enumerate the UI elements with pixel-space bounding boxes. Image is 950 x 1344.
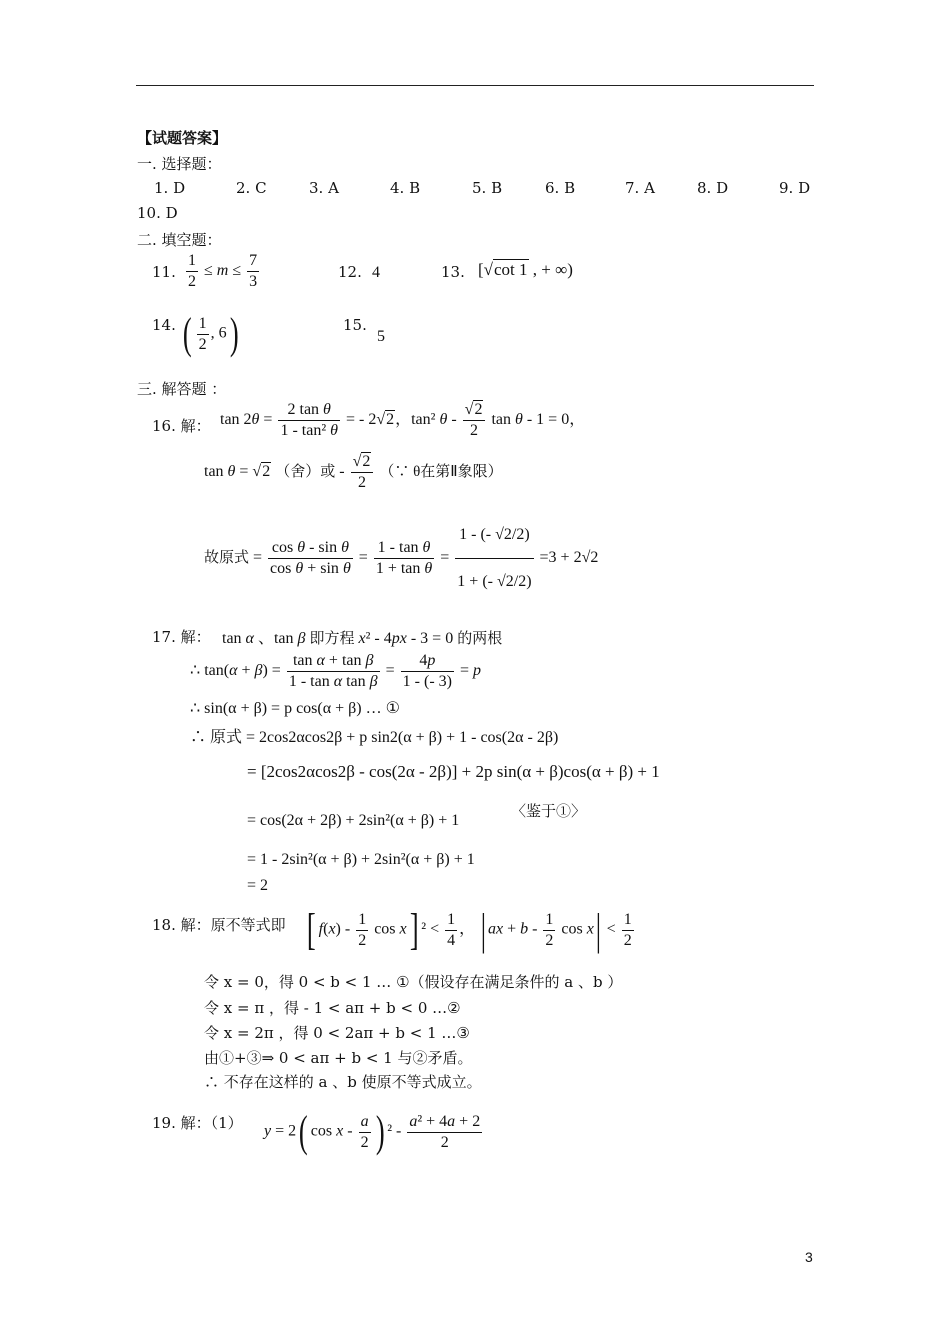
q15-label: 15. [343,316,367,334]
q13-label: 13. [441,263,465,281]
q14-answer: ( $\frac{1}{2}$ , 6) [182,309,239,358]
s18-line5: ∴ 不存在这样的 a 、b 使原不等式成立。 [204,1073,482,1091]
s16-line2: tan θ = √2 （舍）或 - $\frac{√2}{2}$ （∵ θ在第Ⅱ象限） [204,453,503,491]
mc-answer: 9. D [779,179,811,197]
q14-label: 14. [152,316,176,334]
s17-intro: tan α 、tan β 即方程 x² - 4px - 3 = 0 的两根 [222,630,503,647]
s18-line4: 由①+③⇒ 0 < aπ + b < 1 与②矛盾。 [204,1049,473,1067]
s17-line7: = 1 - 2sin²(α + β) + 2sin²(α + β) + 1 [247,851,475,868]
mc-answer: 7. A [625,179,655,197]
mc-answer: 3. A [309,179,339,197]
s17-line2: ∴ tan(α + β) = $\frac{\text{tan α + tan β}}{\text{1 - tan α tan β}}$ = $\frac{4p}{1 - (- 3)}$ = p [190,652,481,690]
s17-line4: ∴ 原式 = 2cos2αcos2β + p sin2(α + β) + 1 - cos(2α - 2β) [190,729,559,746]
header-rule [136,85,814,86]
q12-answer: 4 [372,264,380,281]
q11-answer: $\frac{1}{2}$ ≤ m ≤ $\frac{7}{3}$ [188,252,258,290]
s16-line3: 故原式 = $\frac{\text{cos θ - sin θ}}{\text{cos θ + sin θ}}$ = $\frac{\text{1 - tan θ}}{\text{1 + tan θ}}$ = $\frac{1 - (- √2/2)}{1 + (- √2/2)}$ =3 + 2√2 [204,512,598,605]
s19-label: 19. 解：（1） [152,1114,243,1132]
mc-answer: 1. D [154,179,186,197]
section-solve: 三. 解答题 ： [137,380,227,398]
s19-formula: y = 2( cos x - $\frac{a}{2}$ ) ² - $\frac{\text{a² + 4a + 2}}{2}$ [264,1107,481,1156]
s17-line8: = 2 [247,877,269,894]
s17-line6: = cos(2α + 2β) + 2sin²(α + β) + 1 [247,812,460,829]
s18-label: 18. 解：原不等式即 [152,916,286,934]
s17-label: 17. 解： [152,628,211,646]
s16-line1: tan 2θ = $\frac{\text{2 tan θ}}{\text{1 - tan² θ}}$ = - 2√2，tan² θ - $\frac{√2}{2}$ tan θ - 1 = 0， [220,401,586,439]
s18-line1: 令 x = 0，得 0 < b < 1 … ①（假设存在满足条件的 a 、b ） [204,973,623,991]
s16-label: 16. 解： [152,417,211,435]
mc-answer: 5. B [472,179,503,197]
s17-line5: = [2cos2αcos2β - cos(2α - 2β)] + 2p sin(α + β)cos(α + β) + 1 [247,762,660,781]
q15-answer: 5 [377,328,385,345]
s17-line3: ∴ sin(α + β) = p cos(α + β) … ① [190,700,400,717]
q12-label: 12. [338,263,362,281]
s18-line2: 令 x = π ，得 - 1 < aπ + b < 0 …② [204,999,461,1017]
s17-note: 〈鉴于①〉 [511,802,587,820]
s18-ineq: [ f(x) - $\frac{1}{2}$ cos x] ² < $\frac{1}{4}$ ， | ax + b - $\frac{1}{2}$ cos x| < $\frac{1}{2}$ [306,905,632,954]
q13-answer: [√cot 1 , + ∞) [478,260,573,279]
s18-line3: 令 x = 2π ，得 0 < 2aπ + b < 1 …③ [204,1024,470,1042]
page-number: 3 [805,1249,813,1265]
mc-answer: 10. D [137,204,178,222]
section-fill: 二. 填空题： [137,231,222,249]
mc-answer: 6. B [545,179,576,197]
mc-answer: 4. B [390,179,421,197]
section-choice: 一. 选择题： [137,155,222,173]
mc-answer: 8. D [697,179,729,197]
mc-answer: 2. C [236,179,267,197]
answers-title: 【试题答案】 [137,129,228,147]
q11-label: 11. [152,263,176,281]
